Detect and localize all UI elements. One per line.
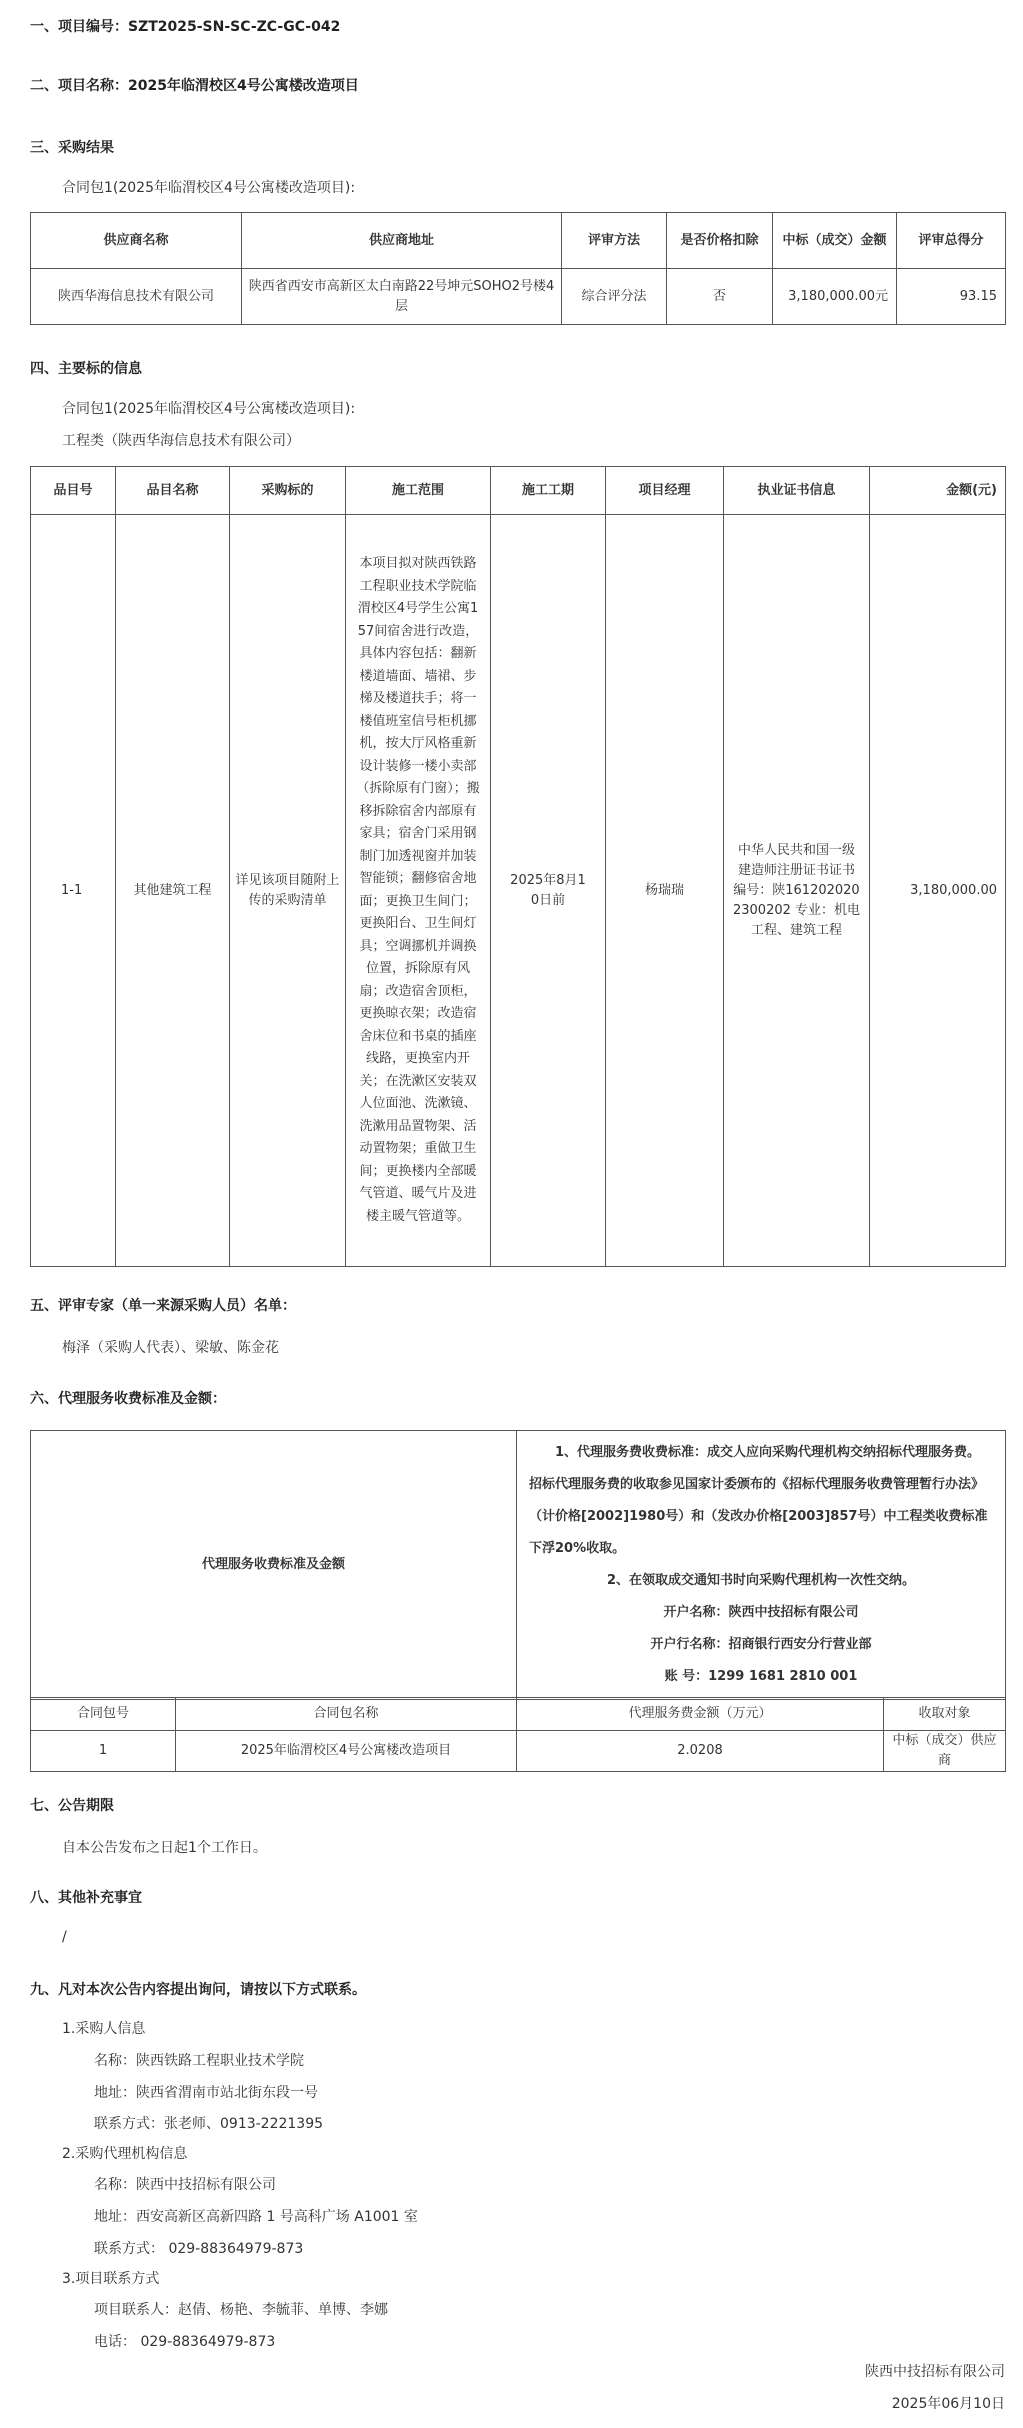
section-heading-results: 三、采购结果 [30,140,114,156]
project-name: 二、项目名称：2025年临渭校区4号公寓楼改造项目 [30,78,359,94]
purchaser-address: 地址：陕西省渭南市站北街东段一号 [94,2085,318,2101]
signature-organization: 陕西中技招标有限公司 [865,2364,1005,2380]
agency-name: 名称：陕西中技招标有限公司 [94,2177,276,2193]
fee-amount-table [30,1697,1006,1772]
supplier-address: 陕西省西安市高新区太白南路22号坤元SOHO2号楼4层 [242,269,562,325]
construction-period: 2025年8月10日前 [491,515,606,1267]
fee-header-row [31,1698,1006,1731]
col-item-name: 品目名称 [116,467,230,515]
agency-contact: 联系方式： 029-88364979-873 [94,2241,304,2257]
agency-info-title: 2.采购代理机构信息 [62,2146,188,2162]
purchaser-contact: 联系方式：张老师、0913-2221395 [94,2116,324,2132]
subject-table [30,466,1006,1267]
fee-rule-2: 2、在领取成交通知书时向采购代理机构一次性交纳。 [606,1573,916,1588]
table-row [31,1431,1006,1700]
project-number: 一、项目编号：SZT2025-SN-SC-ZC-GC-042 [30,19,341,35]
item-name: 其他建筑工程 [116,515,230,1267]
package-label: 合同包1(2025年临渭校区4号公寓楼改造项目): [62,401,356,417]
section-heading-other: 八、其他补充事宜 [30,1890,142,1906]
section-heading-experts: 五、评审专家（单一来源采购人员）名单： [30,1298,296,1314]
col-certificate: 执业证书信息 [724,467,870,515]
col-item-no: 品目号 [31,467,116,515]
period-text: 自本公告发布之日起1个工作日。 [62,1840,267,1856]
fee-standard-label: 代理服务收费标准及金额 [31,1431,517,1700]
category-label: 工程类（陕西华海信息技术有限公司） [62,433,300,449]
section-heading-period: 七、公告期限 [30,1798,114,1814]
package-name: 2025年临渭校区4号公寓楼改造项目 [176,1731,517,1772]
col-package-no: 合同包号 [31,1698,176,1731]
col-project-manager: 项目经理 [606,467,724,515]
col-package-name: 合同包名称 [176,1698,517,1731]
col-review-method: 评审方法 [562,213,667,269]
project-contacts: 项目联系人：赵倩、杨艳、李毓菲、单博、李娜 [94,2302,388,2318]
purchaser-info-title: 1.采购人信息 [62,2021,146,2037]
procurement-subject: 详见该项目随附上传的采购清单 [230,515,346,1267]
total-score: 93.15 [897,269,1006,325]
review-method: 综合评分法 [562,269,667,325]
results-table [30,212,1006,325]
col-supplier-name: 供应商名称 [31,213,242,269]
package-no: 1 [31,1731,176,1772]
results-header-row [31,213,1006,269]
col-procurement-subject: 采购标的 [230,467,346,515]
col-award-amount: 中标（成交）金额 [773,213,897,269]
expert-names: 梅泽（采购人代表）、梁敏、陈金花 [62,1340,279,1356]
bank-name: 开户行名称：招商银行西安分行营业部 [650,1637,872,1652]
col-fee-payer: 收取对象 [884,1698,1006,1731]
supplier-name: 陕西华海信息技术有限公司 [31,269,242,325]
purchaser-name: 名称：陕西铁路工程职业技术学院 [94,2053,304,2069]
subject-header-row [31,467,1006,515]
fee-payer: 中标（成交）供应商 [884,1731,1006,1772]
construction-scope: 本项目拟对陕西铁路工程职业技术学院临渭校区4号学生公寓157间宿舍进行改造，具体内容包括：翻新楼道墙面、墙裙、步梯及楼道扶手；将一楼值班室信号柜机挪机，按大厅风格重新设计装修一楼小卖部（拆除原有门窗）；搬移拆除宿舍内部原有家具；宿舍门采用钢制门加透视窗并加装智能锁；翻修宿舍地面；更换卫生间门；更换阳台、卫生间灯具；空调挪机并调换位置，拆除原有风扇；改造宿舍顶柜，更换晾衣架；改造宿舍床位和书桌的插座线路，更换室内开关；在洗漱区安装双人位面池、洗漱镜、洗漱用品置物架、活动置物架；重做卫生间；更换楼内全部暖气管道、暖气片及进楼主暖气管道等。 [346,515,491,1267]
price-deduction: 否 [667,269,773,325]
col-amount: 金额(元) [870,467,1006,515]
col-supplier-address: 供应商地址 [242,213,562,269]
subject-amount: 3,180,000.00 [870,515,1006,1267]
signature-date: 2025年06月10日 [891,2396,1005,2412]
col-construction-period: 施工工期 [491,467,606,515]
col-total-score: 评审总得分 [897,213,1006,269]
fee-amount: 2.0208 [517,1731,884,1772]
project-manager: 杨瑞瑞 [606,515,724,1267]
section-heading-contact: 九、凡对本次公告内容提出询问，请按以下方式联系。 [30,1982,366,1998]
item-no: 1-1 [31,515,116,1267]
col-fee-amount: 代理服务费金额（万元） [517,1698,884,1731]
account-name: 开户名称：陕西中技招标有限公司 [663,1605,859,1620]
other-text: / [62,1929,67,1945]
section-heading-fees: 六、代理服务收费标准及金额： [30,1391,226,1407]
section-heading-subject: 四、主要标的信息 [30,361,142,377]
package-label: 合同包1(2025年临渭校区4号公寓楼改造项目): [62,180,356,196]
project-contact-title: 3.项目联系方式 [62,2271,160,2287]
table-row [31,269,1006,325]
table-row [31,1731,1006,1772]
agency-address: 地址：西安高新区高新四路 1 号高科广场 A1001 室 [94,2209,418,2225]
fee-rule-1: 1、代理服务费收费标准：成交人应向采购代理机构交纳招标代理服务费。招标代理服务费的收取参见国家计委颁布的《招标代理服务收费管理暂行办法》（计价格[2002]1980号）和（发改办价格[2003]857号）中工程类收费标准下浮20%收取。 [529,1445,988,1556]
award-amount: 3,180,000.00元 [773,269,897,325]
project-phone: 电话： 029-88364979-873 [94,2334,276,2350]
account-number: 账 号：1299 1681 2810 001 [664,1669,858,1684]
fee-standard-table [30,1430,1006,1700]
col-price-deduction: 是否价格扣除 [667,213,773,269]
col-construction-scope: 施工范围 [346,467,491,515]
certificate-info: 中华人民共和国一级建造师注册证书证书编号：陕161202020230020​2 专业：机电工程、建筑工程 [724,515,870,1267]
table-row [31,515,1006,1267]
fee-standard-details [517,1431,1006,1700]
